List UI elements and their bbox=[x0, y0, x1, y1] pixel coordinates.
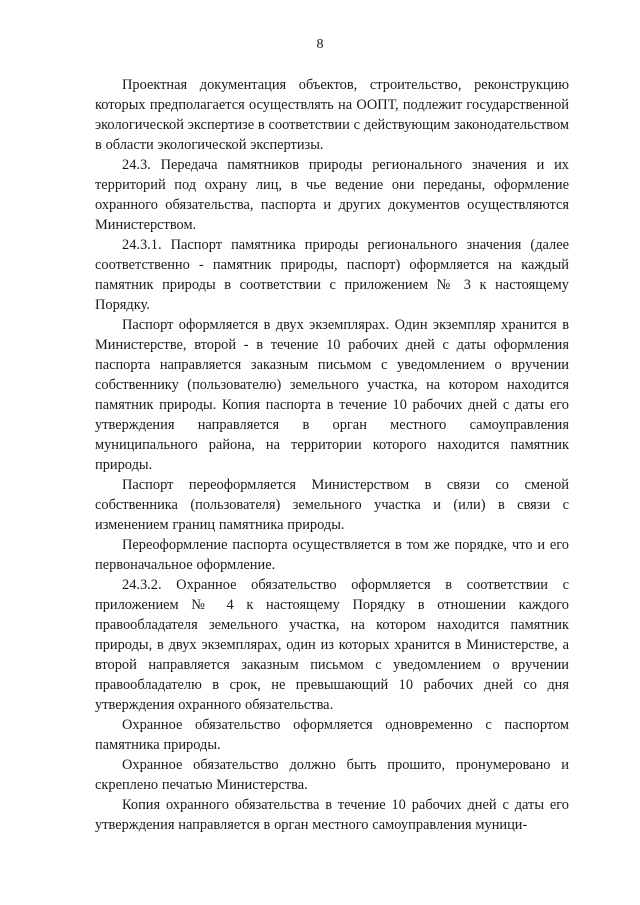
paragraph-passport-copies: Паспорт оформляется в двух экземплярах. Один экземпляр хранится в Министерстве, второй - в течение 10 рабочих дней с даты оформления паспорта направляется заказным письмом с уведомлением о вручении собственнику (пользователю) земельного участка, на котором находится памятник природы. Копия паспорта в течение 10 рабочих дней с даты его утверждения направляется в орган местного самоуправления муниципального района, на территории которого находится памятник природы. bbox=[95, 317, 569, 473]
paragraph-expertise: Проектная документация объектов, строительство, реконструкцию которых предполагается осуществлять на ООПТ, подлежит государственной экологической экспертизе в соответствии с действующим законодательством в области экологической экспертизы. bbox=[95, 77, 569, 153]
paragraph-obligation-binding: Охранное обязательство должно быть прошито, пронумеровано и скреплено печатью Министерства. bbox=[95, 757, 569, 793]
document-body bbox=[95, 75, 569, 835]
paragraph-reissue-procedure: Переоформление паспорта осуществляется в том же порядке, что и его первоначальное оформление. bbox=[95, 537, 569, 573]
paragraph-24-3-1: 24.3.1. Паспорт памятника природы регионального значения (далее соответственно - памятник природы, паспорт) оформляется на каждый памятник природы в соответствии с приложением № 3 к настоящему Порядку. bbox=[95, 237, 569, 313]
paragraph-24-3-2: 24.3.2. Охранное обязательство оформляется в соответствии с приложением № 4 к настоящему Порядку в отношении каждого правообладателя земельного участка, на котором находится памятник природы, в двух экземплярах, один из которых хранится в Министерстве, а второй направляется заказным письмом с уведомлением о вручении правообладателю в срок, не превышающий 10 рабочих дней со дня утверждения охранного обязательства. bbox=[95, 577, 569, 713]
paragraph-obligation-copy: Копия охранного обязательства в течение 10 рабочих дней с даты его утверждения направляется в орган местного самоуправления муници- bbox=[95, 797, 569, 833]
paragraph-obligation-simultaneous: Охранное обязательство оформляется одновременно с паспортом памятника природы. bbox=[95, 717, 569, 753]
paragraph-24-3: 24.3. Передача памятников природы регионального значения и их территорий под охрану лиц, в чье ведение они переданы, оформление охранного обязательства, паспорта и других документов осуществляются Министерством. bbox=[95, 157, 569, 233]
paragraph-passport-reissue: Паспорт переоформляется Министерством в связи со сменой собственника (пользователя) земельного участка и (или) в связи с изменением границ памятника природы. bbox=[95, 477, 569, 533]
page-number: 8 bbox=[316, 37, 324, 52]
